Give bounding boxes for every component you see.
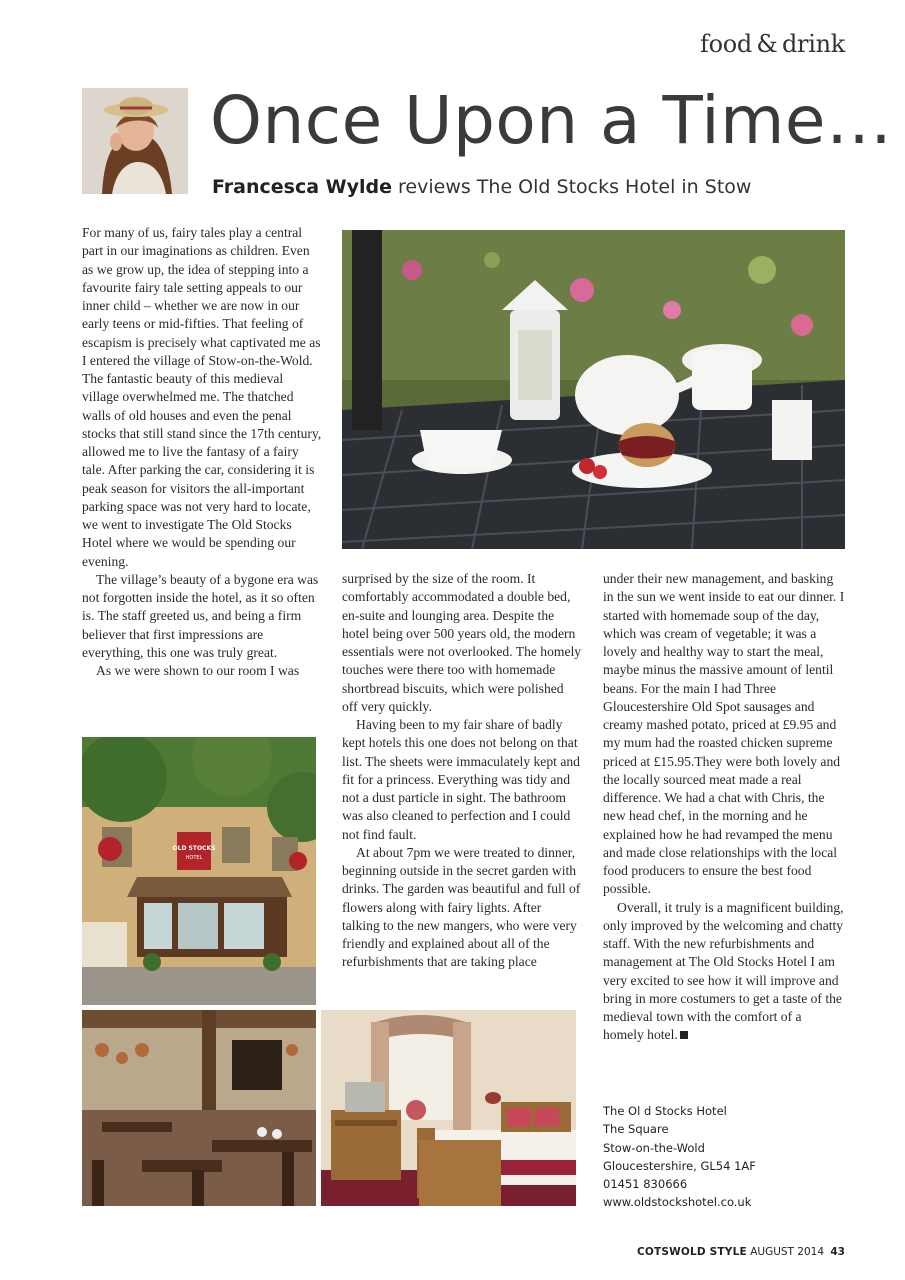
author-byline: Francesca Wylde xyxy=(212,176,392,198)
address-website[interactable]: www.oldstockshotel.co.uk xyxy=(603,1195,752,1210)
issue-date: AUGUST 2014 xyxy=(750,1246,825,1258)
author-portrait-image xyxy=(82,88,188,194)
magazine-name: COTSWOLD STYLE xyxy=(636,1246,747,1258)
paragraph: under their new management, and basking in the sun we went inside to eat our dinner. I started with homemade soup of the day, which was cream of vegetable; it was a lovely and healthy way to start the meal, maybe minus the massive amount of lentil beans. For the main I had Three Gloucestershire Old Spot sausages and creamy mashed potato, priced at £9.95 and my mum had the roasted chicken supreme priced at £15.95.They were both lovely and the locally sourced meat made a real difference. We had a chat with Chris, the new head chef, in the morning and he explained how he had revamped the menu and made close relationships with the local food producers to ensure the best food possible. xyxy=(603,571,845,897)
dining-room-photo xyxy=(82,1010,316,1206)
hotel-sign-line2: HOTEL xyxy=(185,855,203,861)
end-mark-icon xyxy=(680,1031,688,1039)
paragraph: As we were shown to our room I was xyxy=(96,663,300,678)
paragraph: For many of us, fairy tales play a central part in our imaginations as children. Even as we grow up, the idea of stepping into a favourite fairy tale setting appeals to our inner child – whether we are now in our early teens or mid-fifties. That feeling of escapism is precisely what captivated me as I entered the village of Stow-on-the-Wold. The fantastic beauty of this medieval village overwhelmed me. The thatched walls of old houses and even the penal stocks that still stand since the 17th century, allowed me to live the fantasy of a fairy tale. After parking the car, considering it is peak season for visitors the all-important parking space was not very hard to locate, we went to investigate The Old Stocks Hotel where we would be spending our evening. xyxy=(82,225,322,569)
folio xyxy=(637,1246,845,1258)
headline-main: Once Upon a Time xyxy=(210,82,826,159)
page-number: 43 xyxy=(830,1246,845,1258)
standfirst-text: reviews The Old Stocks Hotel in Stow xyxy=(391,176,752,198)
standfirst xyxy=(212,176,751,198)
headline-ellipsis: … xyxy=(826,82,893,159)
headline xyxy=(210,82,893,159)
section-tag: food & drink xyxy=(699,30,845,58)
bedroom-photo xyxy=(321,1010,576,1206)
paragraph-final-text: Overall, it truly is a magnificent building, only improved by the welcoming and chatty staff. With the new refurbishments and management at The Old Stocks Hotel I am very excited to see how it will improve and bring in more costumers to get a taste of the medieval town with the comfort of a homely hotel. xyxy=(603,899,844,1043)
hotel-sign-line1: OLD STOCKS xyxy=(172,845,216,852)
paragraph: At about 7pm we were treated to dinner, beginning outside in the secret garden with drinks. The garden was beautiful and full of flowers along with fairy lights. After talking to the new mangers, who were very friendly and explained about all of the refurbishments that are taking place xyxy=(342,844,581,970)
author-photo xyxy=(82,88,188,194)
body-column-2 xyxy=(342,570,582,972)
body-column-1 xyxy=(82,224,322,680)
address-county: Gloucestershire, GL54 1AF xyxy=(603,1158,756,1173)
hotel-address xyxy=(603,1102,843,1212)
paragraph: The village’s beauty of a bygone era was not forgotten inside the hotel, as it so often is. The staff greeted us, and being a firm believer that first impressions are everything, this one was truly great. xyxy=(82,571,319,660)
address-name: The Ol d Stocks Hotel xyxy=(603,1104,727,1118)
address-street: The Square xyxy=(603,1122,669,1137)
address-town: Stow-on-the-Wold xyxy=(603,1140,705,1155)
paragraph: surprised by the size of the room. It comfortably accommodated a double bed, en-suite and lounging area. Despite the hotel being over 500 years old, the modern essentials were not overlooked. The homely touches were there too with homemade shortbread biscuits, which were polished off very quickly. xyxy=(342,571,582,714)
body-column-3 xyxy=(603,570,845,1045)
paragraph: Having been to my fair share of badly kept hotels this one does not belong on that list. The sheets were immaculately kept and fit for a princess. Everything was tidy and not a dust particle in sight. The bathroom was also cleaned to perfection and I could not find fault. xyxy=(342,717,580,842)
paragraph-final xyxy=(603,899,845,1045)
afternoon-tea-photo xyxy=(342,230,845,549)
hotel-exterior-photo xyxy=(82,737,316,1005)
address-phone: 01451 830666 xyxy=(603,1177,688,1192)
